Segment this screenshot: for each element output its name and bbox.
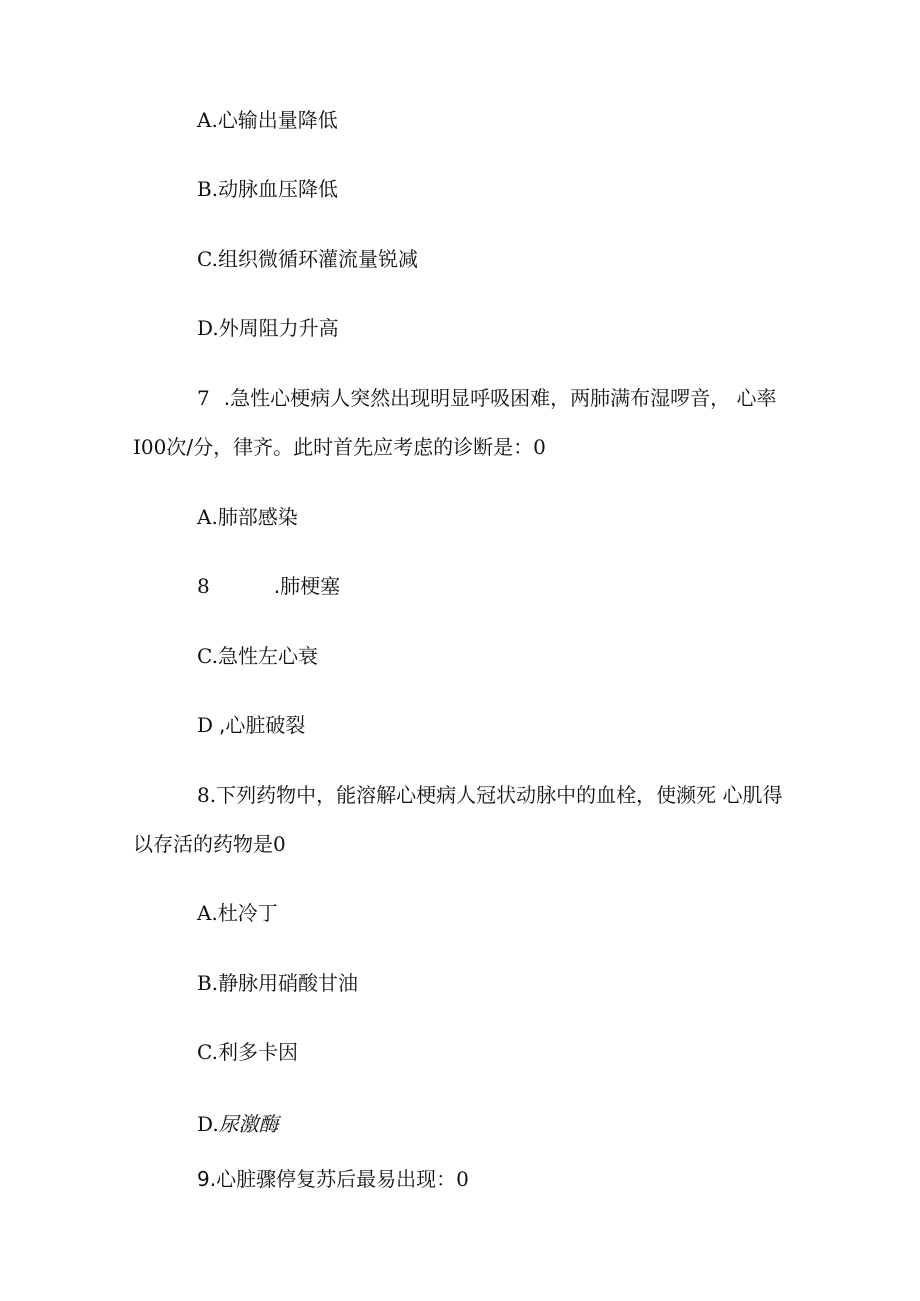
answer-blank: 0 — [456, 1167, 469, 1191]
option-text: 组织微循环灌流量锐减 — [217, 247, 418, 271]
option-mark: D. — [197, 316, 219, 340]
q7-option-d — [197, 711, 305, 739]
option-text: 肺部感染 — [217, 505, 298, 529]
question-number: 9. — [197, 1167, 217, 1191]
q8-stem-line-2 — [133, 830, 286, 858]
q7-stem-line-1 — [197, 384, 776, 412]
option-text: 心输出量降低 — [217, 108, 338, 132]
option-text: 动脉血压降低 — [218, 177, 339, 201]
q6-option-c — [197, 245, 418, 273]
option-text: 外周阻力升高 — [218, 316, 339, 340]
option-mark: D. — [197, 1112, 219, 1136]
question-number: 8. — [197, 783, 217, 807]
question-stem: 次/分，律齐。此时首先应考虑的诊断是： — [166, 435, 534, 459]
q6-option-d — [197, 314, 339, 342]
q7-stem-line-2 — [133, 433, 546, 461]
option-mark: B. — [197, 971, 219, 995]
q8-option-c — [197, 1038, 298, 1066]
option-text: 杜冷丁 — [217, 901, 278, 925]
q7-option-c — [197, 642, 318, 670]
option-text: 急性左心衰 — [217, 644, 318, 668]
option-mark: A. — [197, 505, 218, 529]
option-text: ,心脏破裂 — [219, 713, 306, 737]
option-mark: C. — [197, 247, 218, 271]
option-text: .肺梗塞 — [273, 574, 341, 598]
option-mark: 8 — [197, 574, 210, 598]
option-mark: A. — [197, 901, 218, 925]
option-text: 尿激酶 — [218, 1112, 279, 1136]
answer-blank: 0 — [273, 832, 286, 856]
q8-option-b — [197, 969, 358, 997]
stem-number: I00 — [133, 435, 167, 459]
option-mark: D — [197, 713, 214, 737]
q6-option-b — [197, 175, 338, 203]
option-mark: B. — [197, 177, 219, 201]
q8-stem-line-1 — [197, 781, 782, 809]
option-mark: C. — [197, 1040, 218, 1064]
question-stem: 心脏骤停复苏后最易出现： — [216, 1167, 457, 1191]
answer-blank: 0 — [533, 435, 546, 459]
question-number: 7 — [197, 386, 210, 410]
q9-stem — [197, 1165, 469, 1193]
q6-option-a — [197, 106, 338, 134]
q8-option-d — [197, 1110, 279, 1138]
option-mark: A. — [197, 108, 218, 132]
question-stem: 以存活的药物是 — [133, 832, 273, 856]
q7-option-a — [197, 503, 298, 531]
option-mark: C. — [197, 644, 218, 668]
option-text: 静脉用硝酸甘油 — [218, 971, 359, 995]
question-stem: 下列药物中，能溶解心梗病人冠状动脉中的血栓，使濒死 心肌得 — [216, 783, 783, 807]
question-stem: .急性心梗病人突然出现明显呼吸困难，两肺满布湿啰音， 心率 — [223, 386, 777, 410]
q7-option-b — [197, 572, 340, 600]
option-text: 利多卡因 — [217, 1040, 298, 1064]
q8-option-a — [197, 899, 278, 927]
